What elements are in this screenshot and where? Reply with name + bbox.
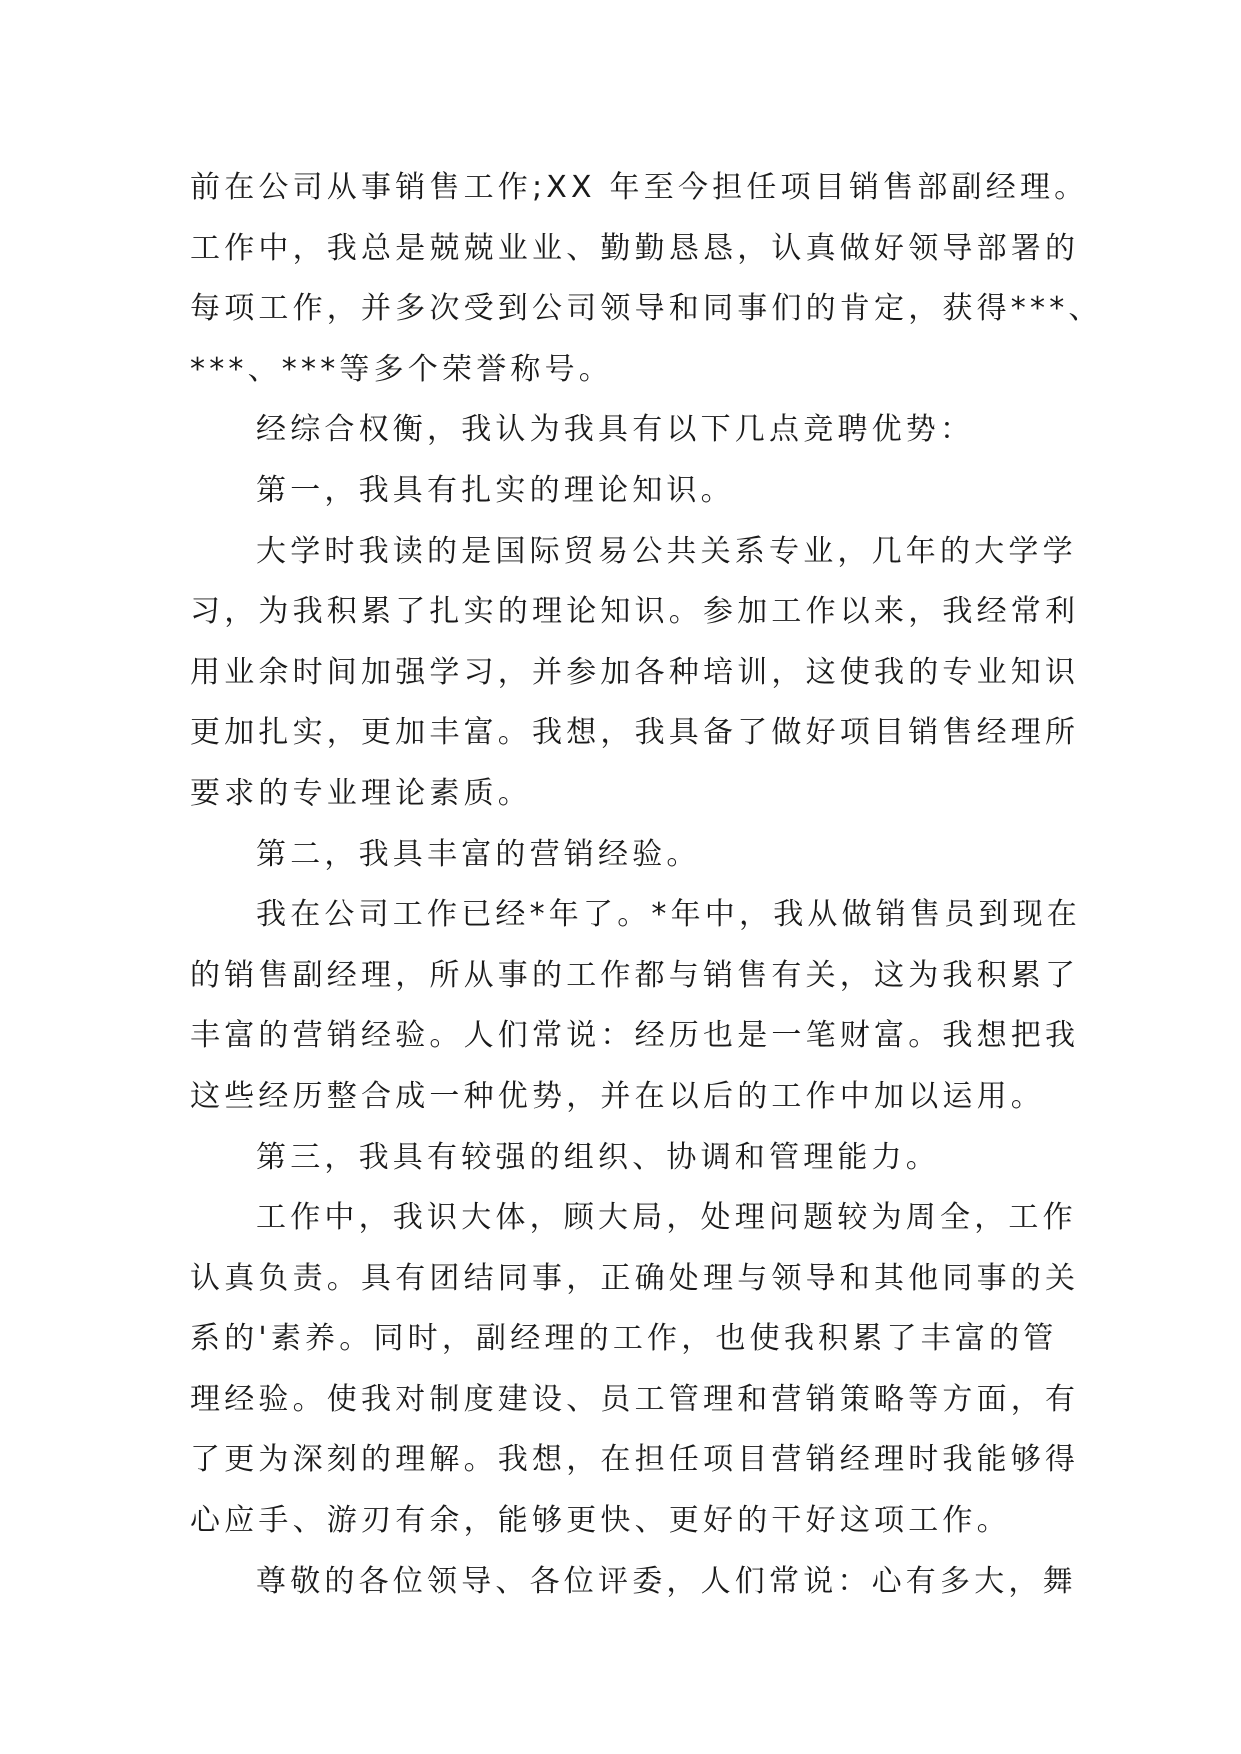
paragraph-first-line: 大学时我读的是国际贸易公共关系专业，几年的大学学 [256,533,1077,569]
text-line: 认真负责。具有团结同事，正确处理与领导和其他同事的关 [190,1260,1080,1296]
section-heading-1: 第一，我具有扎实的理论知识。 [256,472,735,508]
text-line: 丰富的营销经验。人们常说：经历也是一笔财富。我想把我 [190,1018,1080,1054]
text-line: 习，为我积累了扎实的理论知识。参加工作以来，我经常利 [190,594,1080,630]
body-text [190,158,1103,1612]
text-line: 用业余时间加强学习，并参加各种培训，这使我的专业知识 [190,654,1080,690]
paragraph-first-line: 工作中，我识大体，顾大局，处理问题较为周全，工作 [256,1200,1077,1236]
text-line: 前在公司从事销售工作;XX 年至今担任项目销售部副经理。 [190,170,1089,205]
paragraph-first-line: 经综合权衡，我认为我具有以下几点竞聘优势： [256,412,975,448]
text-line: 每项工作，并多次受到公司领导和同事们的肯定，获得***、 [190,291,1103,327]
text-line: 要求的专业理论素质。 [190,775,532,811]
text-line: 更加扎实，更加丰富。我想，我具备了做好项目销售经理所 [190,715,1080,751]
text-line: 工作中，我总是兢兢业业、勤勤恳恳，认真做好领导部署的 [190,230,1080,266]
text-line: 这些经历整合成一种优势，并在以后的工作中加以运用。 [190,1078,1045,1114]
paragraph-first-line: 我在公司工作已经*年了。*年中，我从做销售员到现在 [256,897,1081,933]
text-line: 心应手、游刃有余，能够更快、更好的干好这项工作。 [190,1503,1011,1539]
text-line: ***、***等多个荣誉称号。 [190,351,613,387]
paragraph-first-line: 尊敬的各位领导、各位评委，人们常说：心有多大，舞 [256,1563,1077,1599]
section-heading-2: 第二，我具丰富的营销经验。 [256,836,701,872]
text-line: 的销售副经理，所从事的工作都与销售有关，这为我积累了 [190,957,1080,993]
text-line: 理经验。使我对制度建设、员工管理和营销策略等方面，有 [190,1381,1080,1417]
section-heading-3: 第三，我具有较强的组织、协调和管理能力。 [256,1139,940,1175]
text-line: 了更为深刻的理解。我想，在担任项目营销经理时我能够得 [190,1442,1080,1478]
text-line: 系的'素养。同时，副经理的工作，也使我积累了丰富的管 [190,1321,1058,1357]
